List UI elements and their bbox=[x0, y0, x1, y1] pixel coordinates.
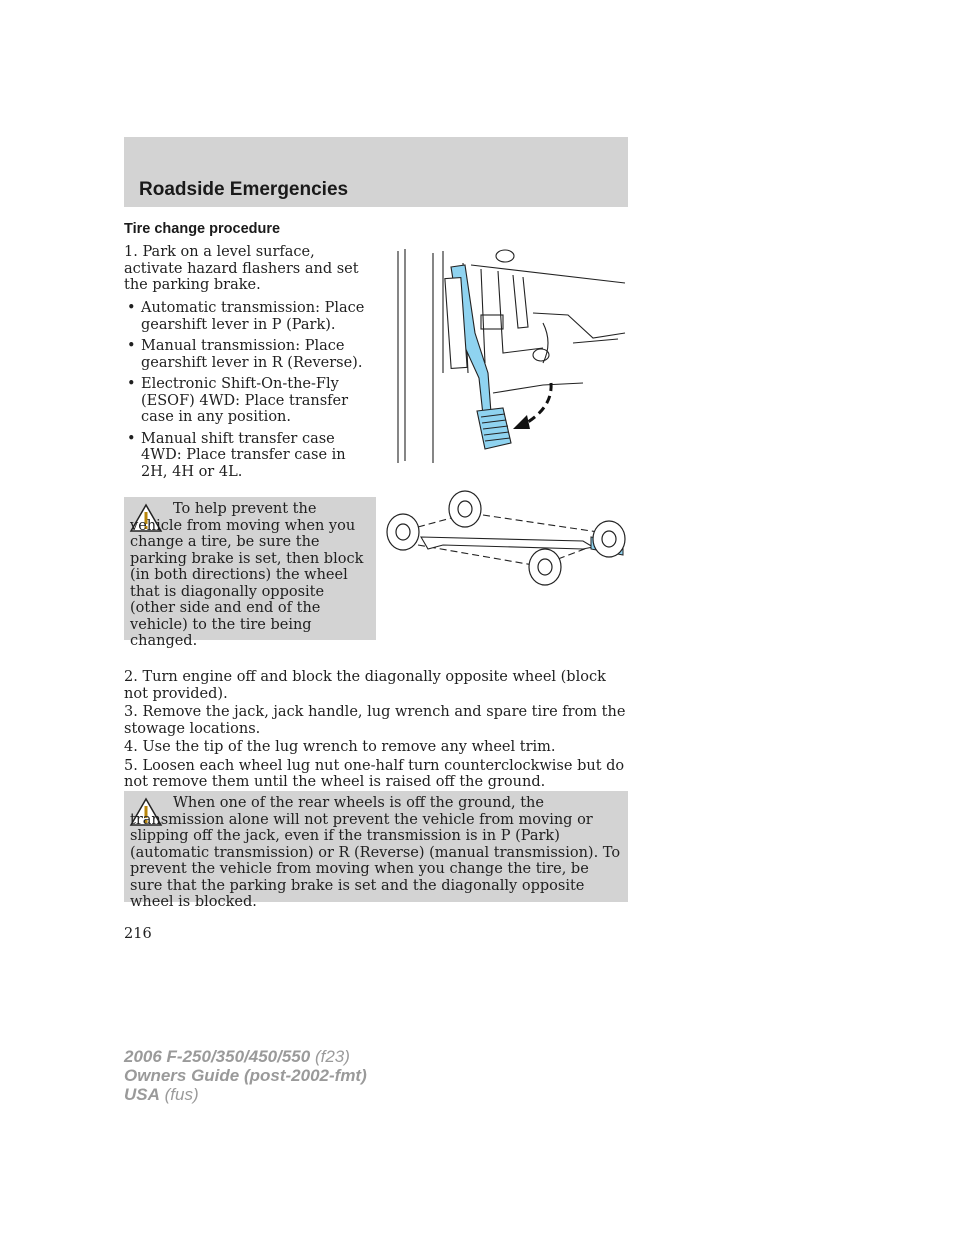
bullet-item bbox=[124, 376, 376, 426]
step-1: 1. Park on a level surface, activate hazard flashers and set the parking brake. bbox=[124, 244, 359, 293]
footer-line-2 bbox=[124, 1066, 367, 1085]
warning-text: When one of the rear wheels is off the ground, the transmission alone will not prevent the vehicle from moving or slipping off the jack, even if the transmission is in P (Park) (automatic transmission) or R (Reverse) (manual transmission). To prevent the vehicle from moving when you change the tire, be sure that the parking brake is set and the diagonally opposite wheel is blocked. bbox=[130, 795, 621, 910]
footer bbox=[124, 1047, 367, 1104]
wheel-blocking-illustration bbox=[383, 487, 631, 589]
bullet-text: Manual shift transfer case 4WD: Place transfer case in 2H, 4H or 4L. bbox=[141, 430, 346, 480]
bullet-text: Manual transmission: Place gearshift lever in R (Reverse). bbox=[141, 338, 363, 371]
warning-box-parking-brake bbox=[124, 497, 376, 649]
parking-brake-pedal-illustration bbox=[393, 243, 629, 465]
warning-text: To help prevent the vehicle from moving when you change a tire, be sure the parking brake is set, then block (in both directions) the wheel that is diagonally opposite (other side and end of the vehicle) to the tire being changed. bbox=[130, 501, 364, 649]
bullet-text: Electronic Shift-On-the-Fly (ESOF) 4WD: Place transfer case in any position. bbox=[141, 376, 349, 425]
steps-2-5 bbox=[124, 669, 628, 793]
bullet-item bbox=[124, 431, 376, 481]
bullet-list bbox=[124, 300, 376, 485]
step-3: 3. Remove the jack, jack handle, lug wrench and spare tire from the stowage locations. bbox=[124, 704, 626, 737]
footer-line-3 bbox=[124, 1085, 367, 1104]
step-5: 5. Loosen each wheel lug nut one-half turn counterclockwise but do not remove them until the wheel is raised off the ground. bbox=[124, 757, 625, 790]
step-2: 2. Turn engine off and block the diagonally opposite wheel (block not provided). bbox=[124, 669, 606, 702]
step-4: 4. Use the tip of the lug wrench to remove any wheel trim. bbox=[124, 739, 556, 755]
footer-model-code: (f23) bbox=[310, 1047, 350, 1066]
bullet-marker: • bbox=[127, 430, 136, 447]
bullet-item bbox=[124, 300, 376, 333]
footer-market: USA bbox=[124, 1085, 160, 1104]
bullet-item bbox=[124, 338, 376, 371]
bullet-marker: • bbox=[127, 338, 136, 354]
warning-box-rear-wheels bbox=[124, 791, 628, 910]
section-title: Roadside Emergencies bbox=[139, 179, 349, 200]
bullet-marker: • bbox=[127, 376, 136, 392]
footer-model: 2006 F-250/350/450/550 bbox=[124, 1047, 311, 1066]
footer-guide-name: Owners Guide (post-2002-fmt) bbox=[124, 1066, 367, 1085]
subheading-tire-change: Tire change procedure bbox=[124, 221, 281, 237]
page-number: 216 bbox=[124, 926, 152, 942]
footer-market-code: (fus) bbox=[159, 1085, 199, 1104]
bullet-marker: • bbox=[127, 300, 136, 316]
section-header bbox=[124, 137, 628, 207]
footer-line-1 bbox=[124, 1047, 367, 1066]
bullet-text: Automatic transmission: Place gearshift lever in P (Park). bbox=[141, 300, 365, 333]
